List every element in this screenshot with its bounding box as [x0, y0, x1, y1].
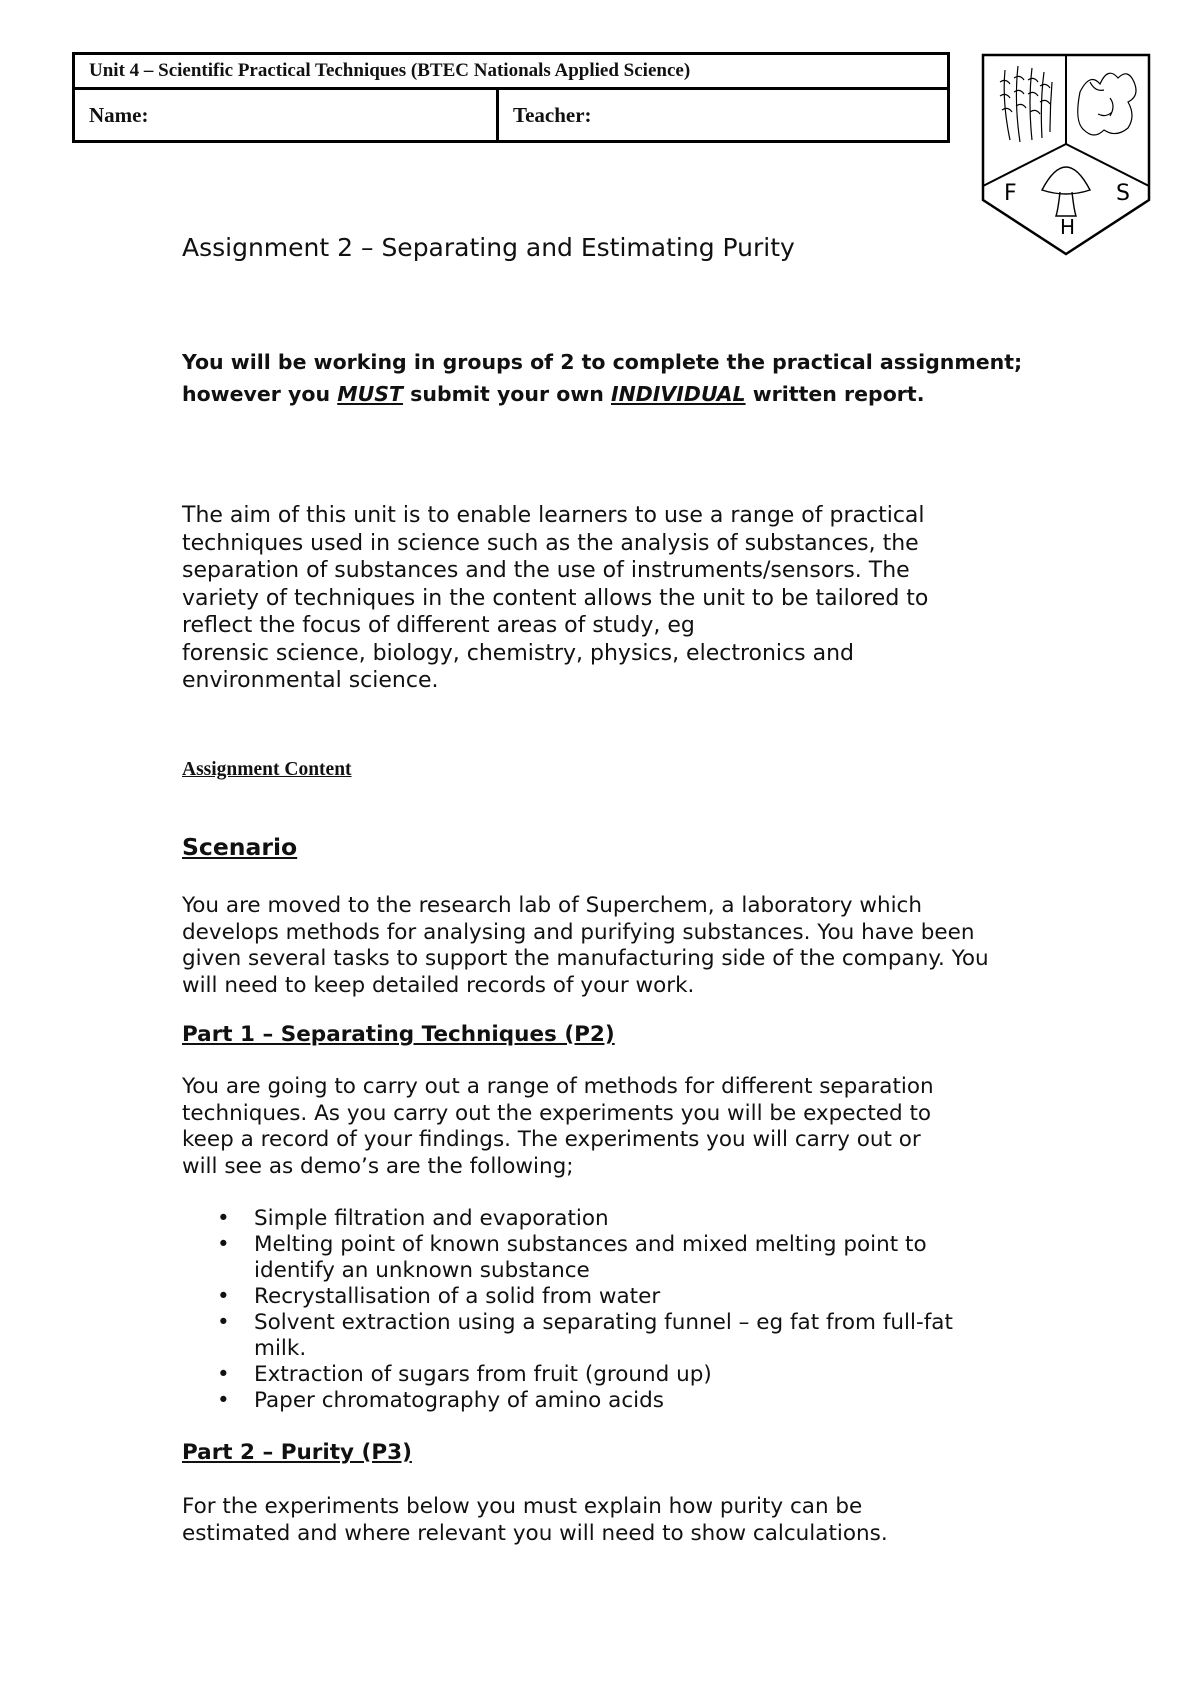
header-table [72, 52, 950, 143]
aim-line: separation of substances and the use of instruments/sensors. The [182, 558, 910, 583]
scenario-paragraph [182, 893, 1082, 999]
crest-letter-h: H [1060, 215, 1076, 239]
school-crest-logo [980, 52, 1152, 258]
crest-letter-f: F [1004, 181, 1017, 206]
list-item [182, 1310, 1042, 1362]
list-item-text: • Simple filtration and evaporation [254, 1206, 609, 1231]
aim-line: reflect the focus of different areas of study, eg [182, 613, 695, 638]
assignment-content-heading: Assignment Content [182, 759, 352, 780]
individual-emphasis: INDIVIDUAL [611, 382, 746, 406]
intro-line-2-post: written report. [745, 382, 925, 406]
part1-paragraph [182, 1074, 1082, 1180]
aim-line: environmental science. [182, 668, 439, 693]
list-item-text: identify an unknown substance [254, 1258, 590, 1283]
aim-line: forensic science, biology, chemistry, physics, electronics and [182, 640, 854, 666]
list-item-text: • Paper chromatography of amino acids [254, 1388, 664, 1413]
list-item [182, 1388, 1042, 1414]
list-item-text: • Recrystallisation of a solid from water [254, 1284, 661, 1309]
scenario-line: develops methods for analysing and purifying substances. You have been [182, 919, 975, 945]
aim-paragraph [182, 502, 1062, 695]
intro-line-1: You will be working in groups of 2 to complete the practical assignment; [182, 350, 1023, 374]
intro-line-2-mid: submit your own [403, 382, 611, 406]
crest-letter-s: S [1116, 181, 1130, 206]
part2-paragraph [182, 1494, 1082, 1547]
part1-line: You are going to carry out a range of methods for different separation [182, 1074, 934, 1099]
list-item [182, 1284, 1042, 1310]
scenario-line: You are moved to the research lab of Superchem, a laboratory which [182, 893, 922, 918]
part2-heading: Part 2 – Purity (P3) [182, 1440, 412, 1465]
aim-line: techniques used in science such as the analysis of substances, the [182, 530, 919, 556]
page-title: Assignment 2 – Separating and Estimating Purity [182, 233, 795, 262]
part1-line: keep a record of your findings. The experiments you will carry out or [182, 1127, 921, 1152]
part1-line: will see as demo’s are the following; [182, 1153, 574, 1179]
experiment-list [182, 1206, 1042, 1414]
aim-line: variety of techniques in the content allows the unit to be tailored to [182, 585, 929, 611]
part2-line: For the experiments below you must explain how purity can be [182, 1494, 863, 1519]
part1-line: techniques. As you carry out the experiments you will be expected to [182, 1100, 932, 1126]
scenario-line: given several tasks to support the manufacturing side of the company. You [182, 946, 989, 971]
part2-line: estimated and where relevant you will need to show calculations. [182, 1520, 888, 1546]
must-emphasis: MUST [337, 382, 404, 406]
list-item [182, 1206, 1042, 1232]
list-item-text: • Extraction of sugars from fruit (ground up) [254, 1362, 712, 1387]
list-item [182, 1362, 1042, 1388]
teacher-field[interactable]: Teacher: [498, 89, 949, 142]
scenario-heading: Scenario [182, 833, 298, 861]
part1-heading: Part 1 – Separating Techniques (P2) [182, 1022, 615, 1047]
unit-title: Unit 4 – Scientific Practical Techniques (BTEC Nationals Applied Science) [74, 54, 949, 89]
aim-line: The aim of this unit is to enable learners to use a range of practical [182, 503, 925, 528]
list-item-text: • Melting point of known substances and mixed melting point to [254, 1232, 927, 1257]
group-instructions [182, 346, 1022, 410]
list-item-text: milk. [254, 1336, 307, 1361]
intro-line-2-pre: however you [182, 382, 338, 406]
list-item [182, 1232, 1042, 1284]
scenario-line: will need to keep detailed records of your work. [182, 972, 695, 998]
name-field[interactable]: Name: [74, 89, 498, 142]
list-item-text: • Solvent extraction using a separating funnel – eg fat from full-fat [254, 1310, 953, 1335]
